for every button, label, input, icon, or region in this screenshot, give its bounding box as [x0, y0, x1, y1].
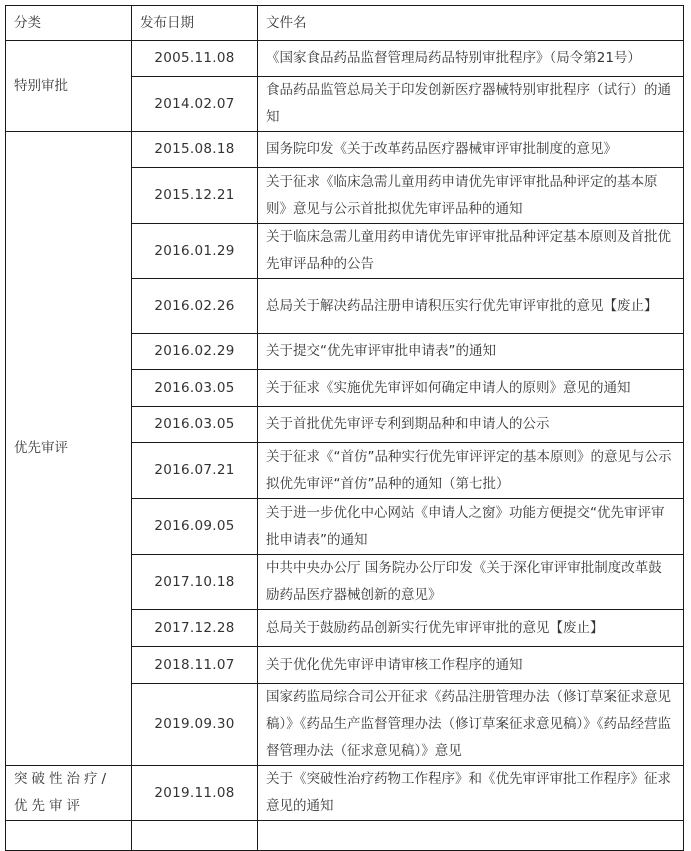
date-cell: 2016.03.05: [132, 370, 258, 407]
header-category: 分类: [6, 6, 132, 41]
category-cell: 优先审评: [6, 132, 132, 766]
title-cell: 关于临床急需儿童用药申请优先审评审批品种评定基本原则及首批优先审评品种的公告: [258, 224, 684, 279]
title-cell: 关于提交“优先审评审批申请表”的通知: [258, 334, 684, 370]
date-cell: 2015.12.21: [132, 168, 258, 224]
date-cell: 2016.09.05: [132, 499, 258, 555]
category-cell: [6, 821, 132, 851]
title-cell: 关于进一步优化中心网站《申请人之窗》功能方便提交“优先审评审批申请表”的通知: [258, 499, 684, 555]
title-cell: 关于首批优先审评专利到期品种和申请人的公示: [258, 407, 684, 443]
title-cell: 关于征求《“首仿”品种实行优先审评评定的基本原则》的意见与公示拟优先审评“首仿”品种的通知（第七批）: [258, 443, 684, 499]
title-cell: 关于征求《临床急需儿童用药申请优先审评审批品种评定的基本原则》意见与公示首批拟优先审评品种的通知: [258, 168, 684, 224]
regulation-table: [5, 5, 684, 851]
table-row: [6, 766, 684, 821]
date-cell: [132, 821, 258, 851]
date-cell: 2015.08.18: [132, 132, 258, 168]
title-cell: 国家药监局综合司公开征求《药品注册管理办法（修订草案征求意见稿）》《药品生产监督管理办法（修订草案征求意见稿）》《药品经营监督管理办法（征求意见稿）》意见: [258, 684, 684, 766]
date-cell: 2016.03.05: [132, 407, 258, 443]
table-row-partial: [6, 821, 684, 851]
table-row: [6, 41, 684, 77]
title-cell: 关于《突破性治疗药物工作程序》和《优先审评审批工作程序》征求意见的通知: [258, 766, 684, 821]
header-title: 文件名: [258, 6, 684, 41]
date-cell: 2014.02.07: [132, 77, 258, 132]
date-cell: 2005.11.08: [132, 41, 258, 77]
title-cell: 关于优化优先审评申请审核工作程序的通知: [258, 647, 684, 684]
title-cell: 总局关于解决药品注册申请积压实行优先审评审批的意见【废止】: [258, 279, 684, 334]
title-cell: 国务院印发《关于改革药品医疗器械审评审批制度的意见》: [258, 132, 684, 168]
date-cell: 2016.02.26: [132, 279, 258, 334]
date-cell: 2017.10.18: [132, 555, 258, 610]
date-cell: 2018.11.07: [132, 647, 258, 684]
table-header-row: [6, 6, 684, 41]
table-row: [6, 132, 684, 168]
title-cell: 食品药品监管总局关于印发创新医疗器械特别审批程序（试行）的通知: [258, 77, 684, 132]
title-cell: 关于征求《实施优先审评如何确定申请人的原则》意见的通知: [258, 370, 684, 407]
title-cell: 总局关于鼓励药品创新实行优先审评审批的意见【废止】: [258, 610, 684, 647]
date-cell: 2019.11.08: [132, 766, 258, 821]
date-cell: 2017.12.28: [132, 610, 258, 647]
category-cell: 突破性治疗/优先审评: [6, 766, 132, 821]
title-cell: 《国家食品药品监督管理局药品特别审批程序》（局令第21号）: [258, 41, 684, 77]
category-cell: 特别审批: [6, 41, 132, 132]
date-cell: 2016.01.29: [132, 224, 258, 279]
header-date: 发布日期: [132, 6, 258, 41]
date-cell: 2016.02.29: [132, 334, 258, 370]
date-cell: 2016.07.21: [132, 443, 258, 499]
title-cell: 中共中央办公厅 国务院办公厅印发《关于深化审评审批制度改革鼓励药品医疗器械创新的意见》: [258, 555, 684, 610]
title-cell: [258, 821, 684, 851]
date-cell: 2019.09.30: [132, 684, 258, 766]
